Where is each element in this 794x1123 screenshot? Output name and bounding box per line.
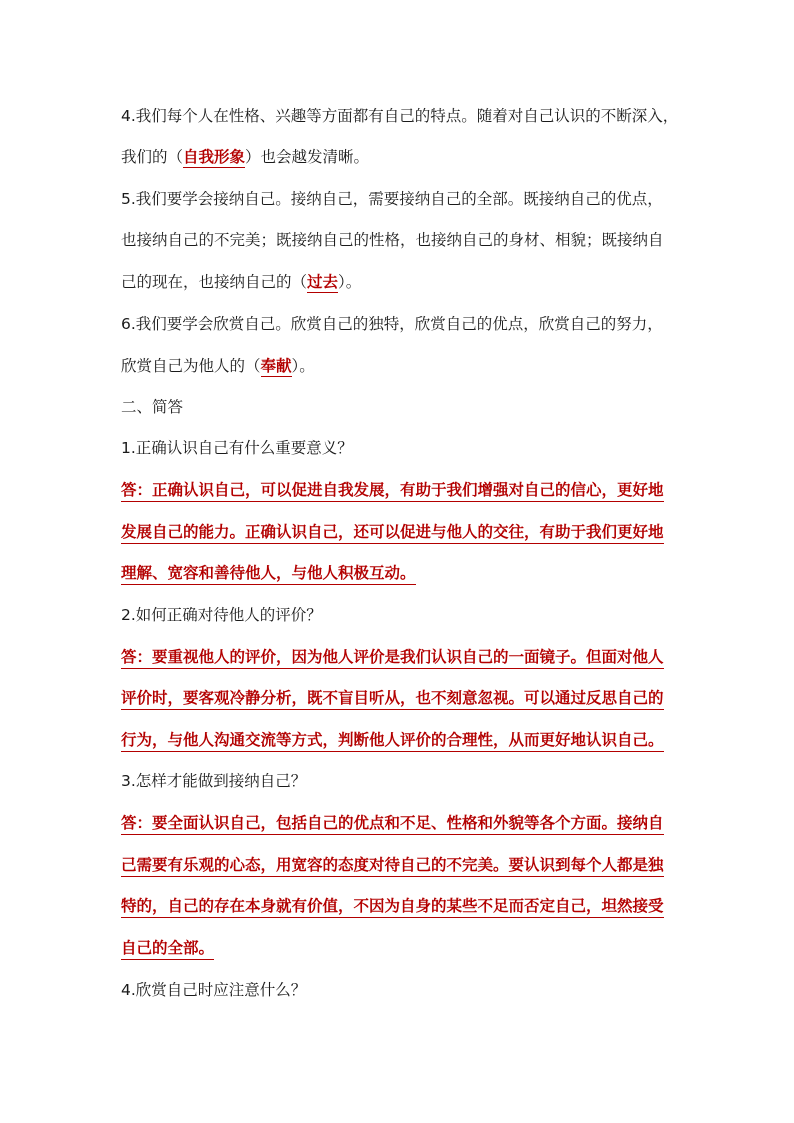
answer-3-line-3: 特的，自己的存在本身就有价值，不因为自身的某些不足而否定自己，坦然接受	[121, 896, 664, 916]
question-3: 3.怎样才能做到接纳自己？	[121, 772, 307, 790]
answer-1-line-3: 理解、宽容和善待他人，与他人积极互动。	[121, 563, 416, 583]
question-2: 2.如何正确对待他人的评价？	[121, 606, 322, 624]
answer-3-line-4: 自己的全部。	[121, 938, 214, 958]
answer-blank: 奉献	[260, 357, 292, 375]
section-heading: 二、简答	[121, 398, 184, 416]
fill-item-4-line-1: 4.我们每个人在性格、兴趣等方面都有自己的特点。随着对自己认识的不断深入，	[121, 107, 679, 125]
text-pre: 己的现在，也接纳自己的（	[121, 273, 308, 291]
fill-item-5-line-3	[121, 272, 361, 292]
answer-1-line-2: 发展自己的能力。正确认识自己，还可以促进与他人的交往，有助于我们更好地	[121, 522, 664, 542]
text-post: ）也会越发清晰。	[245, 148, 370, 166]
fill-item-5-line-2: 也接纳自己的不完美；既接纳自己的性格，也接纳自己的身材、相貌；既接纳自	[121, 231, 664, 249]
text-post: ）。	[291, 357, 315, 375]
text-pre: 我们的（	[121, 148, 184, 166]
fill-item-4-line-2	[121, 147, 369, 167]
answer-blank: 过去	[307, 273, 339, 291]
question-1: 1.正确认识自己有什么重要意义？	[121, 439, 353, 457]
question-4: 4.欣赏自己时应注意什么？	[121, 981, 307, 999]
answer-2-line-3: 行为，与他人沟通交流等方式，判断他人评价的合理性，从而更好地认识自己。	[121, 730, 664, 750]
answer-2-line-2: 评价时，要客观冷静分析，既不盲目听从，也不刻意忽视。可以通过反思自己的	[121, 688, 664, 708]
answer-1-line-1: 答：正确认识自己，可以促进自我发展，有助于我们增强对自己的信心，更好地	[121, 480, 664, 500]
fill-item-5-line-1: 5.我们要学会接纳自己。接纳自己，需要接纳自己的全部。既接纳自己的优点，	[121, 190, 663, 208]
answer-3-line-2: 己需要有乐观的心态，用宽容的态度对待自己的不完美。要认识到每个人都是独	[121, 855, 664, 875]
answer-3-line-1: 答：要全面认识自己，包括自己的优点和不足、性格和外貌等各个方面。接纳自	[121, 813, 664, 833]
fill-item-6-line-2	[121, 356, 315, 376]
text-post: ）。	[338, 273, 362, 291]
answer-2-line-1: 答：要重视他人的评价，因为他人评价是我们认识自己的一面镜子。但面对他人	[121, 647, 664, 667]
answer-blank: 自我形象	[183, 148, 246, 166]
fill-item-6-line-1: 6.我们要学会欣赏自己。欣赏自己的独特，欣赏自己的优点，欣赏自己的努力，	[121, 315, 663, 333]
text-pre: 欣赏自己为他人的（	[121, 357, 261, 375]
